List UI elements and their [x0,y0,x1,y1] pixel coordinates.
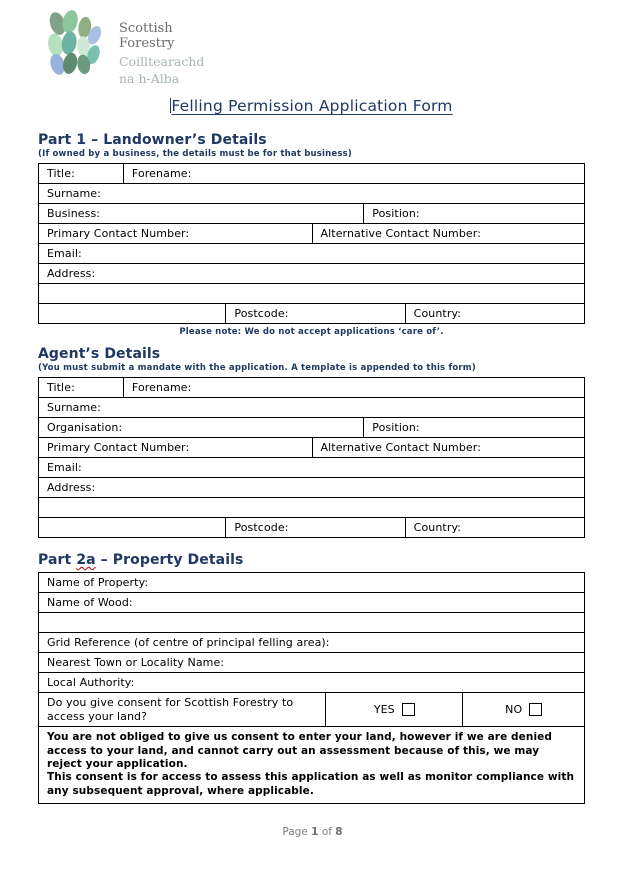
agent-forename-field[interactable]: Forename: [123,378,584,397]
agent-country-field[interactable]: Country: [405,518,584,537]
wood-name-extra-field[interactable] [39,613,584,632]
agent-address-extra-field[interactable] [39,498,584,517]
agent-postcode-field[interactable]: Postcode: [225,518,404,537]
nearest-town-field[interactable]: Nearest Town or Locality Name: [47,656,225,670]
care-of-note: Please note: We do not accept applications ‘care of’. [179,327,444,338]
wood-name-field[interactable]: Name of Wood: [47,596,133,610]
landowner-primary-contact-field[interactable]: Primary Contact Number: [47,227,190,241]
landowner-details-table [38,163,585,324]
property-details-table [38,572,585,804]
consent-explanation-para1: You are not obliged to give us consent to enter your land, however if we are denied access to your land, and cannot carry out an assessment because of this, we may reject your application. [47,731,553,771]
gaelic-name-line1: Coilltearachd [119,53,205,69]
landowner-title-field[interactable]: Title: [47,167,75,181]
landowner-postcode-field[interactable]: Postcode: [225,304,404,323]
access-consent-question: Do you give consent for Scottish Forestry to access your land? [47,696,294,723]
grid-reference-field[interactable]: Grid Reference (of centre of principal felling area): [47,636,330,650]
page-number: 1 [311,826,319,838]
brand-name-line1: Scottish [119,21,173,36]
page-title: Felling Permission Application Form [171,97,453,116]
scottish-forestry-logo-icon [38,8,112,76]
landowner-email-field[interactable]: Email: [47,247,82,261]
agent-email-field[interactable]: Email: [47,461,82,475]
local-authority-field[interactable]: Local Authority: [47,676,135,690]
agent-title-field[interactable]: Title: [47,381,75,395]
gaelic-name-line2: na h-Alba [119,71,180,87]
agent-heading: Agent’s Details [38,346,161,363]
landowner-address-field[interactable]: Address: [47,267,96,281]
agent-primary-contact-field[interactable]: Primary Contact Number: [47,441,190,455]
agent-address-extra2-field[interactable] [39,518,225,537]
of-label: of [321,826,332,838]
part2a-heading: Part 2a – Property Details [38,552,244,569]
agent-organisation-field[interactable]: Organisation: [47,421,123,435]
no-label: NO [505,703,523,717]
no-checkbox[interactable] [529,703,542,716]
landowner-forename-field[interactable]: Forename: [123,164,584,183]
consent-yes-option[interactable] [325,693,462,726]
landowner-surname-field[interactable]: Surname: [47,187,101,201]
part1-subtitle: (If owned by a business, the details must be for that business) [38,149,352,160]
header [38,8,585,87]
logo-text [119,8,204,87]
yes-label: YES [373,703,395,717]
total-pages: 8 [335,826,343,838]
page-footer [0,826,625,838]
agent-subtitle: (You must submit a mandate with the application. A template is appended to this form) [38,363,476,374]
page-label: Page [282,826,308,838]
landowner-business-field[interactable]: Business: [47,207,101,221]
landowner-alt-contact-field[interactable]: Alternative Contact Number: [312,224,585,243]
yes-checkbox[interactable] [402,703,415,716]
agent-details-table [38,377,585,538]
title-row [38,96,585,115]
landowner-address-extra-field[interactable] [39,284,584,303]
agent-surname-field[interactable]: Surname: [47,401,101,415]
consent-explanation [39,727,584,803]
part1-heading: Part 1 – Landowner’s Details [38,132,267,149]
landowner-position-field[interactable]: Position: [363,204,584,223]
agent-address-field[interactable]: Address: [47,481,96,495]
property-name-field[interactable]: Name of Property: [47,576,149,590]
landowner-address-extra2-field[interactable] [39,304,225,323]
agent-alt-contact-field[interactable]: Alternative Contact Number: [312,438,585,457]
part2a-heading-number: 2a [76,552,96,569]
agent-position-field[interactable]: Position: [363,418,584,437]
consent-explanation-para2: This consent is for access to assess this application as well as monitor compliance with any subsequent approval, where applicable. [47,771,575,797]
consent-no-option[interactable] [462,693,584,726]
brand-name-line2: Forestry [119,36,175,52]
landowner-country-field[interactable]: Country: [405,304,584,323]
